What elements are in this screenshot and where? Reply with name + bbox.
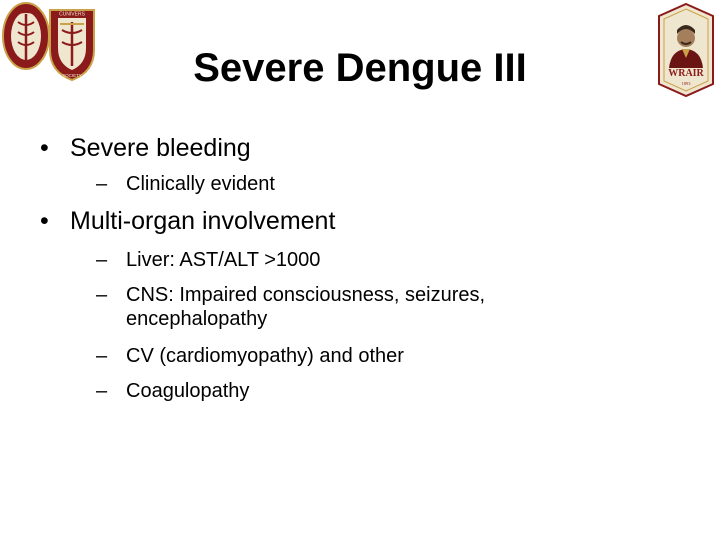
sub-bullet-cns xyxy=(96,283,516,331)
wrair-logo-text: WRAIR xyxy=(668,68,704,79)
sub-bullet-coagulopathy xyxy=(96,379,516,403)
slide-title: Severe Dengue III xyxy=(193,46,527,90)
sub-bullet-text: Coagulopathy xyxy=(126,380,250,402)
dash-marker: – xyxy=(96,173,108,195)
dash-marker: – xyxy=(96,284,108,306)
bullet-text: Multi-organ involvement xyxy=(70,207,336,235)
logo-left-text-top: CUNIVERS xyxy=(59,11,85,18)
medical-insignia-logo xyxy=(0,0,100,82)
bullet-severe-bleeding xyxy=(40,133,251,163)
wrair-logo xyxy=(657,2,715,98)
bullet-text: Severe bleeding xyxy=(70,134,251,162)
dash-marker: – xyxy=(96,380,108,402)
sub-bullet-text: CNS: Impaired consciousness, seizures, xyxy=(126,284,486,306)
sub-bullet-text: CV (cardiomyopathy) and other xyxy=(126,345,404,367)
logo-left-text-bottom: SOCIETY xyxy=(62,73,82,78)
sub-bullet-text: Liver: AST/ALT >1000 xyxy=(126,249,321,271)
dash-marker: – xyxy=(96,345,108,367)
sub-bullet-cv xyxy=(96,344,516,368)
dash-marker: – xyxy=(96,249,108,271)
sub-bullet-clinically-evident xyxy=(96,172,516,196)
sub-bullet-liver xyxy=(96,248,516,272)
wrair-logo-year: 1893 xyxy=(681,81,691,86)
bullet-multi-organ xyxy=(40,206,335,236)
sub-bullet-continuation: encephalopathy xyxy=(126,308,268,330)
bullet-marker: • xyxy=(40,134,49,162)
sub-bullet-text: Clinically evident xyxy=(126,173,275,195)
bullet-marker: • xyxy=(40,207,49,235)
